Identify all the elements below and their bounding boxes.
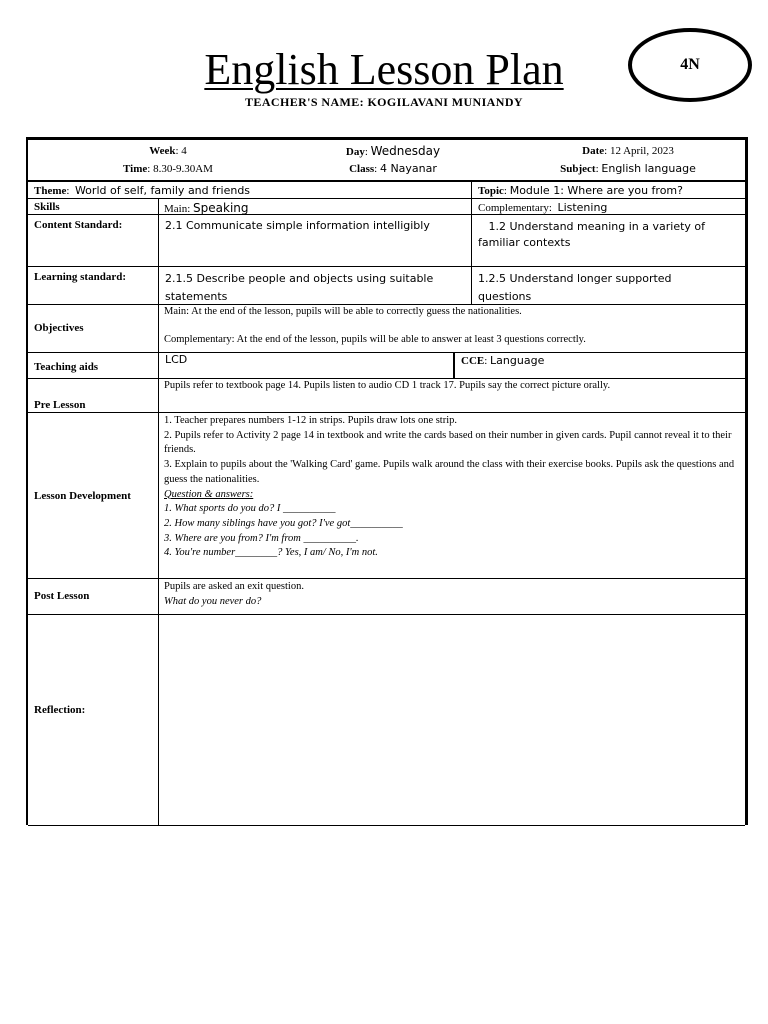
lesson-step: 1. Teacher prepares numbers 1-12 in strips. Pupils draw lots one strip. xyxy=(164,415,458,426)
day-value: Wednesday xyxy=(370,144,441,158)
week-label: Week xyxy=(149,145,176,157)
skills-comp-cell xyxy=(471,198,745,214)
teaching-aids-label-cell xyxy=(28,352,158,378)
learning-standard-label: Learning standard: xyxy=(34,271,126,283)
class-label: Class xyxy=(349,163,375,175)
skills-label-cell xyxy=(28,198,158,214)
post-lesson-label: Post Lesson xyxy=(34,590,90,602)
teaching-aids-value: LCD xyxy=(165,353,188,366)
topic-label: Topic xyxy=(478,185,504,197)
teaching-aids-value-cell xyxy=(158,352,453,378)
qa-question: 2. How many siblings have you got? I've got__________ xyxy=(164,517,403,529)
lesson-development-content-cell xyxy=(158,412,745,578)
content-standard-main-cell xyxy=(158,214,471,266)
week-cell: Week: 4 xyxy=(149,145,187,157)
class-cell: Class: 4 Nayanar xyxy=(349,162,437,175)
day-cell: Day: Wednesday xyxy=(345,144,441,158)
lesson-development-label: Lesson Development xyxy=(34,490,131,502)
time-label: Time xyxy=(123,163,148,175)
reflection-label: Reflection: xyxy=(34,704,86,716)
cce-label: CCE xyxy=(461,355,485,367)
cce-value: Language xyxy=(490,354,545,367)
skills-comp-value: Listening xyxy=(557,201,608,214)
qa-question: 4. You're number________? Yes, I am/ No, I'm not. xyxy=(164,547,378,559)
lesson-plan-table xyxy=(26,137,748,825)
info-row xyxy=(28,140,745,181)
subject-value: English language xyxy=(601,162,696,175)
teacher-name: TEACHER'S NAME: KOGILAVANI MUNIANDY xyxy=(245,95,523,109)
qa-question: 1. What sports do you do? I __________ xyxy=(164,503,336,515)
time-cell: Time: 8.30-9.30AM xyxy=(123,163,213,175)
date-cell: Date: 12 April, 2023 xyxy=(582,145,674,157)
skills-comp-label: Complementary: xyxy=(478,202,552,214)
content-standard-comp-cell xyxy=(471,214,745,266)
topic-cell: Topic: Module 1: Where are you from? xyxy=(471,180,745,198)
skills-label: Skills xyxy=(34,201,60,213)
date-value: 12 April, 2023 xyxy=(609,145,674,157)
class-value: 4 Nayanar xyxy=(379,162,437,175)
pre-lesson-label-cell xyxy=(28,378,158,412)
qa-question: 3. Where are you from? I'm from __________. xyxy=(164,532,359,544)
objectives-main: Main: At the end of the lesson, pupils will be able to correctly guess the nationalities. xyxy=(164,306,522,317)
pre-lesson-label: Pre Lesson xyxy=(34,399,86,411)
pre-lesson-content-cell xyxy=(158,378,745,412)
learning-standard-comp: 1.2.5 Understand longer supported questions xyxy=(478,272,672,303)
topic-value: Module 1: Where are you from? xyxy=(509,184,683,197)
lesson-step: 2. Pupils refer to Activity 2 page 14 in textbook and write the cards based on their number in given cards. Pupil cannot reveal it to their friends. xyxy=(164,429,732,456)
learning-standard-label-cell xyxy=(28,266,158,304)
theme-cell: Theme: World of self, family and friends xyxy=(28,180,471,198)
post-lesson-text: Pupils are asked an exit question. xyxy=(164,581,304,592)
objectives-comp: Complementary: At the end of the lesson, pupils will be able to answer at least 3 questions correctly. xyxy=(164,334,586,345)
skills-main-value: Speaking xyxy=(193,201,249,215)
objectives-label-cell xyxy=(28,304,158,352)
objectives-content-cell xyxy=(158,304,745,352)
content-standard-label-cell xyxy=(28,214,158,266)
subject-label: Subject xyxy=(560,163,596,175)
post-lesson-content-cell xyxy=(158,578,745,614)
theme-label: Theme xyxy=(34,185,67,197)
content-standard-comp: 1.2 Understand meaning in a variety of familiar contexts xyxy=(478,220,706,249)
cce-cell: CCE: Language xyxy=(453,352,745,378)
content-standard-main: 2.1 Communicate simple information intelligibly xyxy=(165,219,430,232)
lesson-step: 3. Explain to pupils about the 'Walking Card' game. Pupils walk around the class with their exercise books. Pupils ask the questions and guess the nationalities. xyxy=(164,459,735,485)
reflection-label-cell xyxy=(28,614,158,826)
objectives-label: Objectives xyxy=(34,322,84,334)
reflection-content-cell xyxy=(158,614,745,826)
teaching-aids-label: Teaching aids xyxy=(34,361,99,373)
week-value: 4 xyxy=(181,145,187,157)
page-title: English Lesson Plan xyxy=(204,45,564,94)
post-lesson-label-cell xyxy=(28,578,158,614)
skills-main-label: Main: xyxy=(164,203,191,215)
lesson-development-label-cell xyxy=(28,412,158,578)
learning-standard-comp-cell xyxy=(471,266,745,304)
time-value: 8.30-9.30AM xyxy=(153,163,213,175)
skills-main-cell xyxy=(158,198,471,214)
class-code-badge xyxy=(628,28,752,102)
learning-standard-main-cell xyxy=(158,266,471,304)
content-standard-label: Content Standard: xyxy=(34,219,123,231)
post-lesson-question: What do you never do? xyxy=(164,596,262,607)
day-label: Day xyxy=(345,146,365,158)
date-label: Date xyxy=(582,145,605,157)
learning-standard-main: 2.1.5 Describe people and objects using suitable statements xyxy=(165,272,434,303)
qa-heading: Question & answers: xyxy=(164,488,254,500)
subject-cell: Subject: English language xyxy=(560,162,696,175)
pre-lesson-text: Pupils refer to textbook page 14. Pupils listen to audio CD 1 track 17. Pupils say the correct picture orally. xyxy=(164,380,611,391)
class-code-text: 4N xyxy=(680,56,700,73)
theme-value: World of self, family and friends xyxy=(74,184,251,197)
